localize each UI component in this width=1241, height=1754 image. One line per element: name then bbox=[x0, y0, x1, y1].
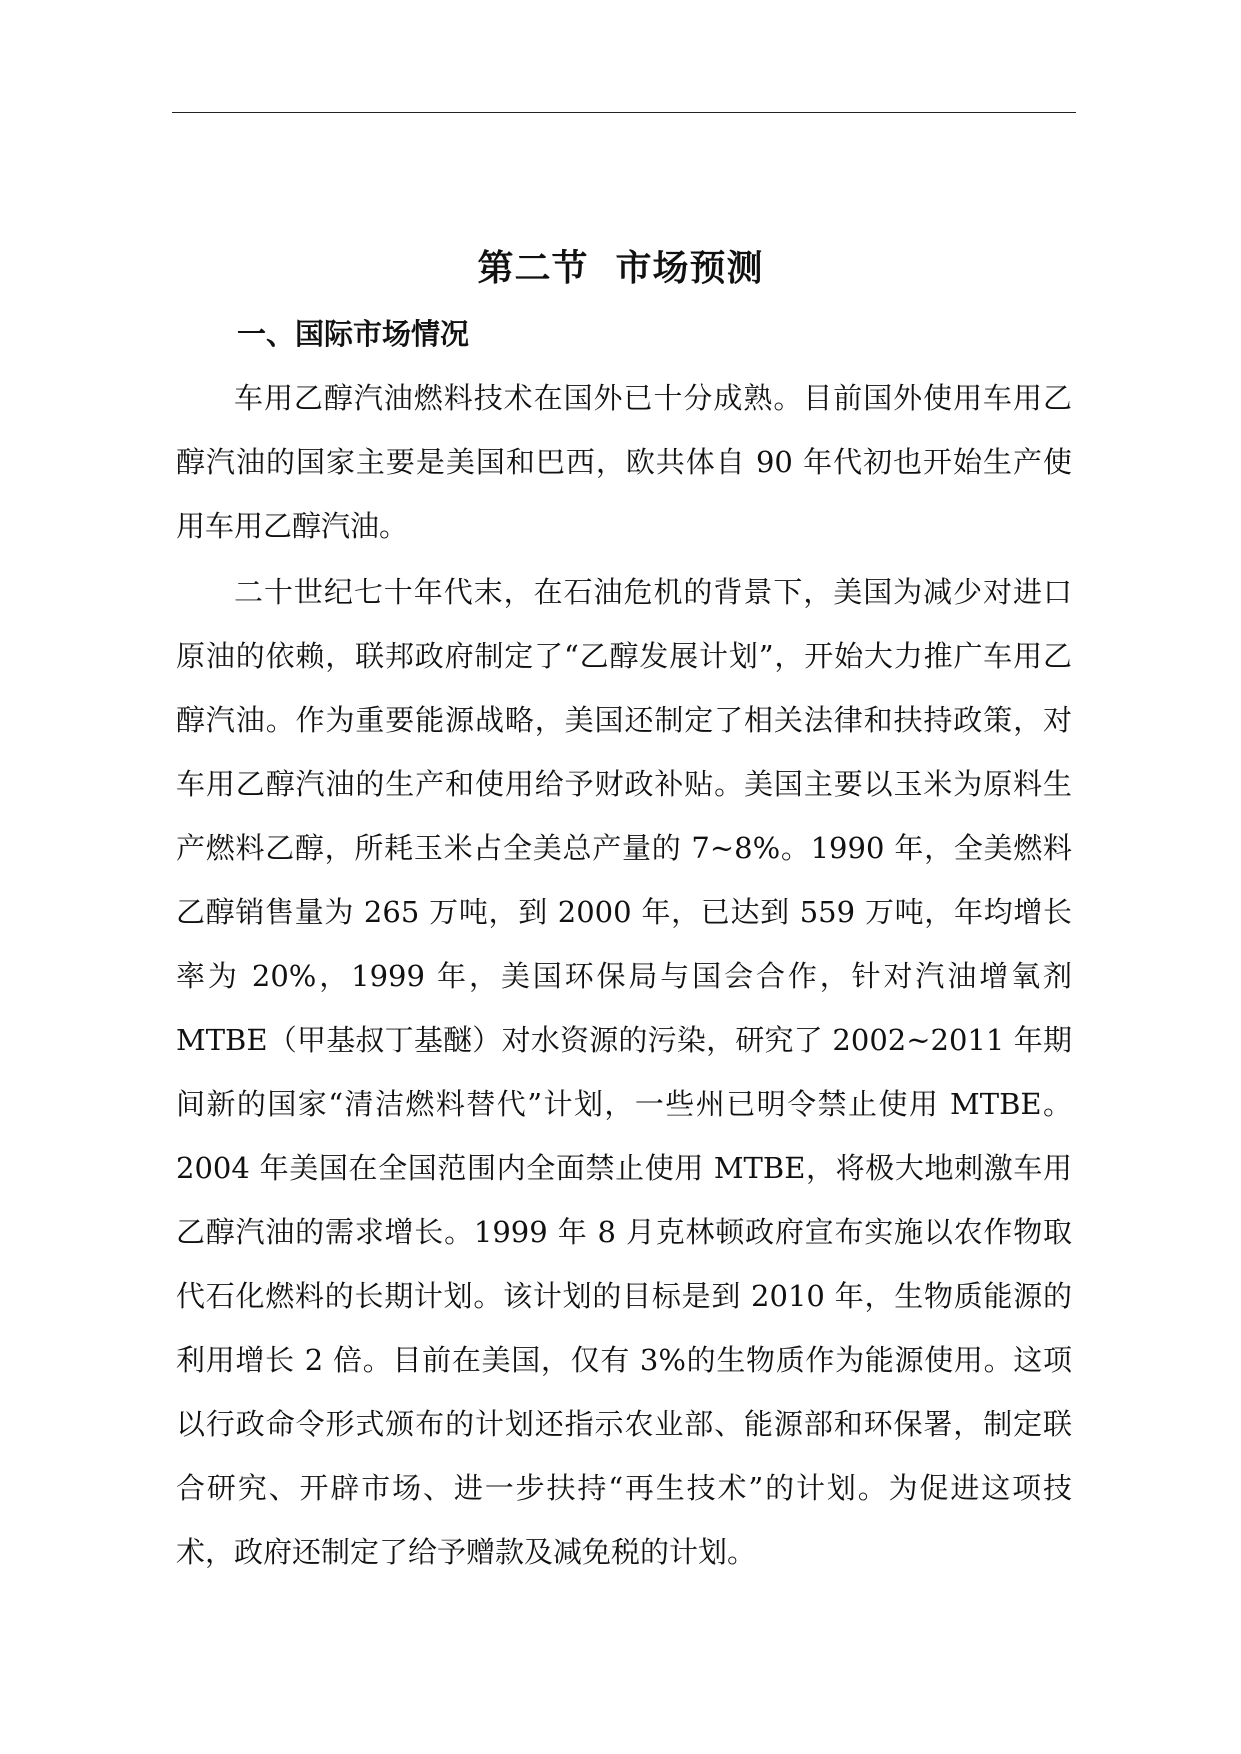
header-rule bbox=[172, 112, 1076, 113]
subsection-title: 一、国际市场情况 bbox=[237, 317, 470, 351]
paragraph-intro: 车用乙醇汽油燃料技术在国外已十分成熟。目前国外使用车用乙醇汽油的国家主要是美国和巴西，欧共体自 90 年代初也开始生产使用车用乙醇汽油。 bbox=[176, 381, 1072, 543]
section-title: 第二节 市场预测 bbox=[477, 247, 764, 289]
paragraph-us-history: 二十世纪七十年代末，在石油危机的背景下，美国为减少对进口原油的依赖，联邦政府制定了“乙醇发展计划”，开始大力推广车用乙醇汽油。作为重要能源战略，美国还制定了相关法律和扶持政策，对车用乙醇汽油的生产和使用给予财政补贴。美国主要以玉米为原料生产燃料乙醇，所耗玉米占全美总产量的 7~8%。1990 年，全美燃料乙醇销售量为 265 万吨，到 2000 年，已达到 559 万吨，年均增长率为 20%，1999 年，美国环保局与国会合作，针对汽油增氧剂 MTBE（甲基叔丁基醚）对水资源的污染，研究了 2002~2011 年期间新的国家“清洁燃料替代”计划，一些州已明令禁止使用 MTBE。2004 年美国在全国范围内全面禁止使用 MTBE，将极大地刺激车用乙醇汽油的需求增长。1999 年 8 月克林顿政府宣布实施以农作物取代石化燃料的长期计划。该计划的目标是到 2010 年，生物质能源的利用增长 2 倍。目前在美国，仅有 3%的生物质作为能源使用。这项以行政命令形式颁布的计划还指示农业部、能源部和环保署，制定联合研究、开辟市场、进一步扶持“再生技术”的计划。为促进这项技术，政府还制定了给予赠款及减免税的计划。 bbox=[176, 575, 1072, 1569]
